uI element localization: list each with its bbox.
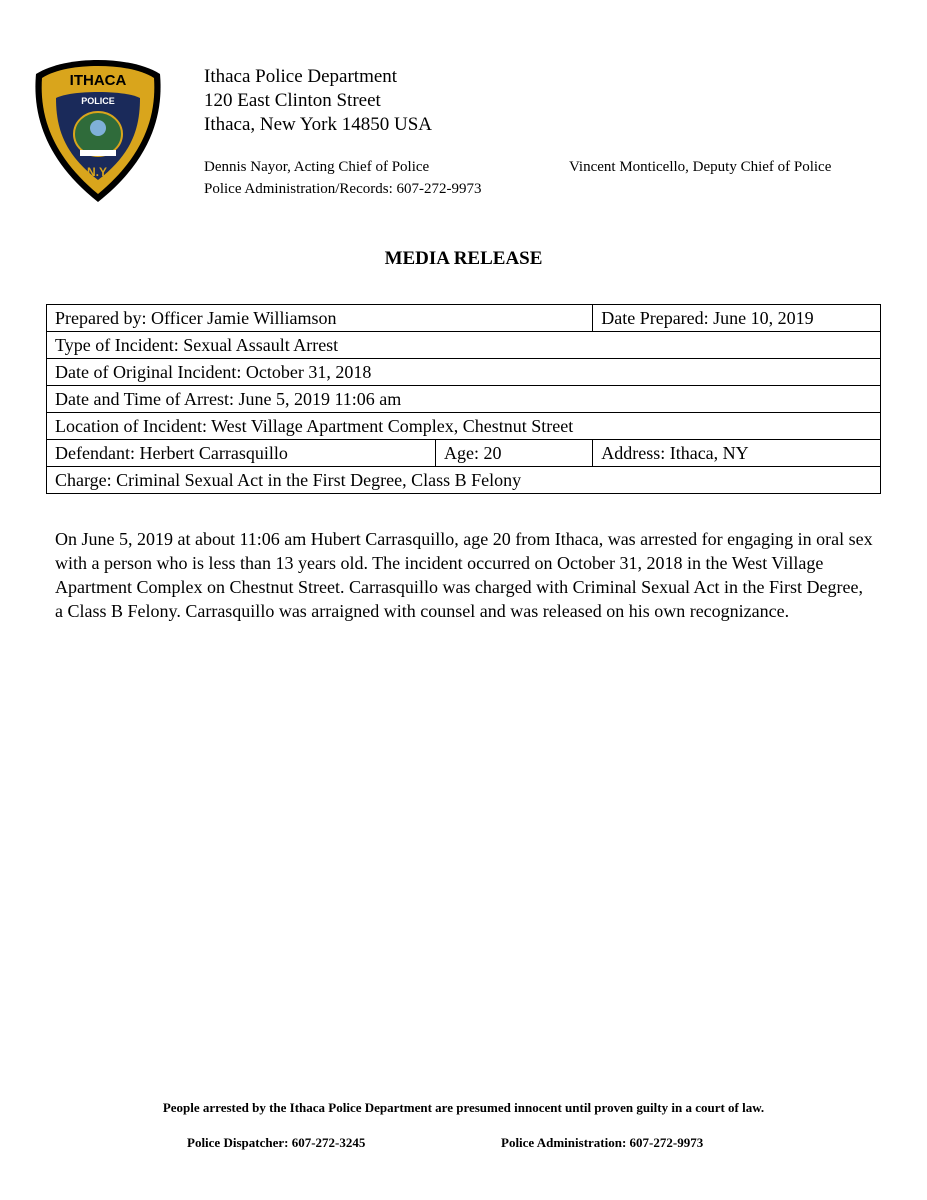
dispatcher-phone: Police Dispatcher: 607-272-3245 xyxy=(187,1135,366,1150)
table-row xyxy=(47,359,881,386)
department-street: 120 East Clinton Street xyxy=(204,90,381,111)
police-badge-logo xyxy=(32,58,164,204)
badge-top-text: ITHACA xyxy=(69,72,127,89)
table-row xyxy=(47,386,881,413)
date-prepared: Date Prepared: June 10, 2019 xyxy=(593,305,881,332)
table-row xyxy=(47,305,881,332)
defendant-age: Age: 20 xyxy=(436,440,593,467)
table-row xyxy=(47,467,881,494)
table-row xyxy=(47,440,881,467)
arrest-date-time: Date and Time of Arrest: June 5, 2019 11:06 am xyxy=(47,386,881,413)
release-body: On June 5, 2019 at about 11:06 am Hubert Carrasquillo, age 20 from Ithaca, was arrested for engaging in oral sex with a person who is less than 13 years old. The incident occurred on October 31, 2018 in the West Village Apartment Complex on Chestnut Street. Carrasquillo was charged with Criminal Sexual Act in the First Degree, a Class B Felony. Carrasquillo was arraigned with counsel and was released on his own recognizance. xyxy=(55,529,873,621)
defendant-name: Defendant: Herbert Carrasquillo xyxy=(47,440,436,467)
charge: Charge: Criminal Sexual Act in the First Degree, Class B Felony xyxy=(47,467,881,494)
presumption-notice: People arrested by the Ithaca Police Department are presumed innocent until proven guilty in a court of law. xyxy=(162,1100,765,1115)
incident-info-table xyxy=(46,304,881,494)
department-name: Ithaca Police Department xyxy=(204,66,398,87)
seal-banner xyxy=(80,150,116,156)
prepared-by: Prepared by: Officer Jamie Williamson xyxy=(47,305,593,332)
records-phone: Police Administration/Records: 607-272-9973 xyxy=(204,181,482,197)
incident-type: Type of Incident: Sexual Assault Arrest xyxy=(47,332,881,359)
badge-mid-text: POLICE xyxy=(81,96,115,106)
defendant-address: Address: Ithaca, NY xyxy=(593,440,881,467)
administration-phone: Police Administration: 607-272-9973 xyxy=(501,1135,704,1150)
badge-bottom-text: N.Y. xyxy=(86,165,110,179)
department-city: Ithaca, New York 14850 USA xyxy=(204,114,432,135)
seal-sun xyxy=(90,120,106,136)
page-title: MEDIA RELEASE xyxy=(384,248,543,269)
table-row xyxy=(47,413,881,440)
deputy-chief: Vincent Monticello, Deputy Chief of Police xyxy=(569,159,832,175)
table-row xyxy=(47,332,881,359)
original-incident-date: Date of Original Incident: October 31, 2018 xyxy=(47,359,881,386)
acting-chief: Dennis Nayor, Acting Chief of Police xyxy=(204,159,430,175)
incident-location: Location of Incident: West Village Apartment Complex, Chestnut Street xyxy=(47,413,881,440)
